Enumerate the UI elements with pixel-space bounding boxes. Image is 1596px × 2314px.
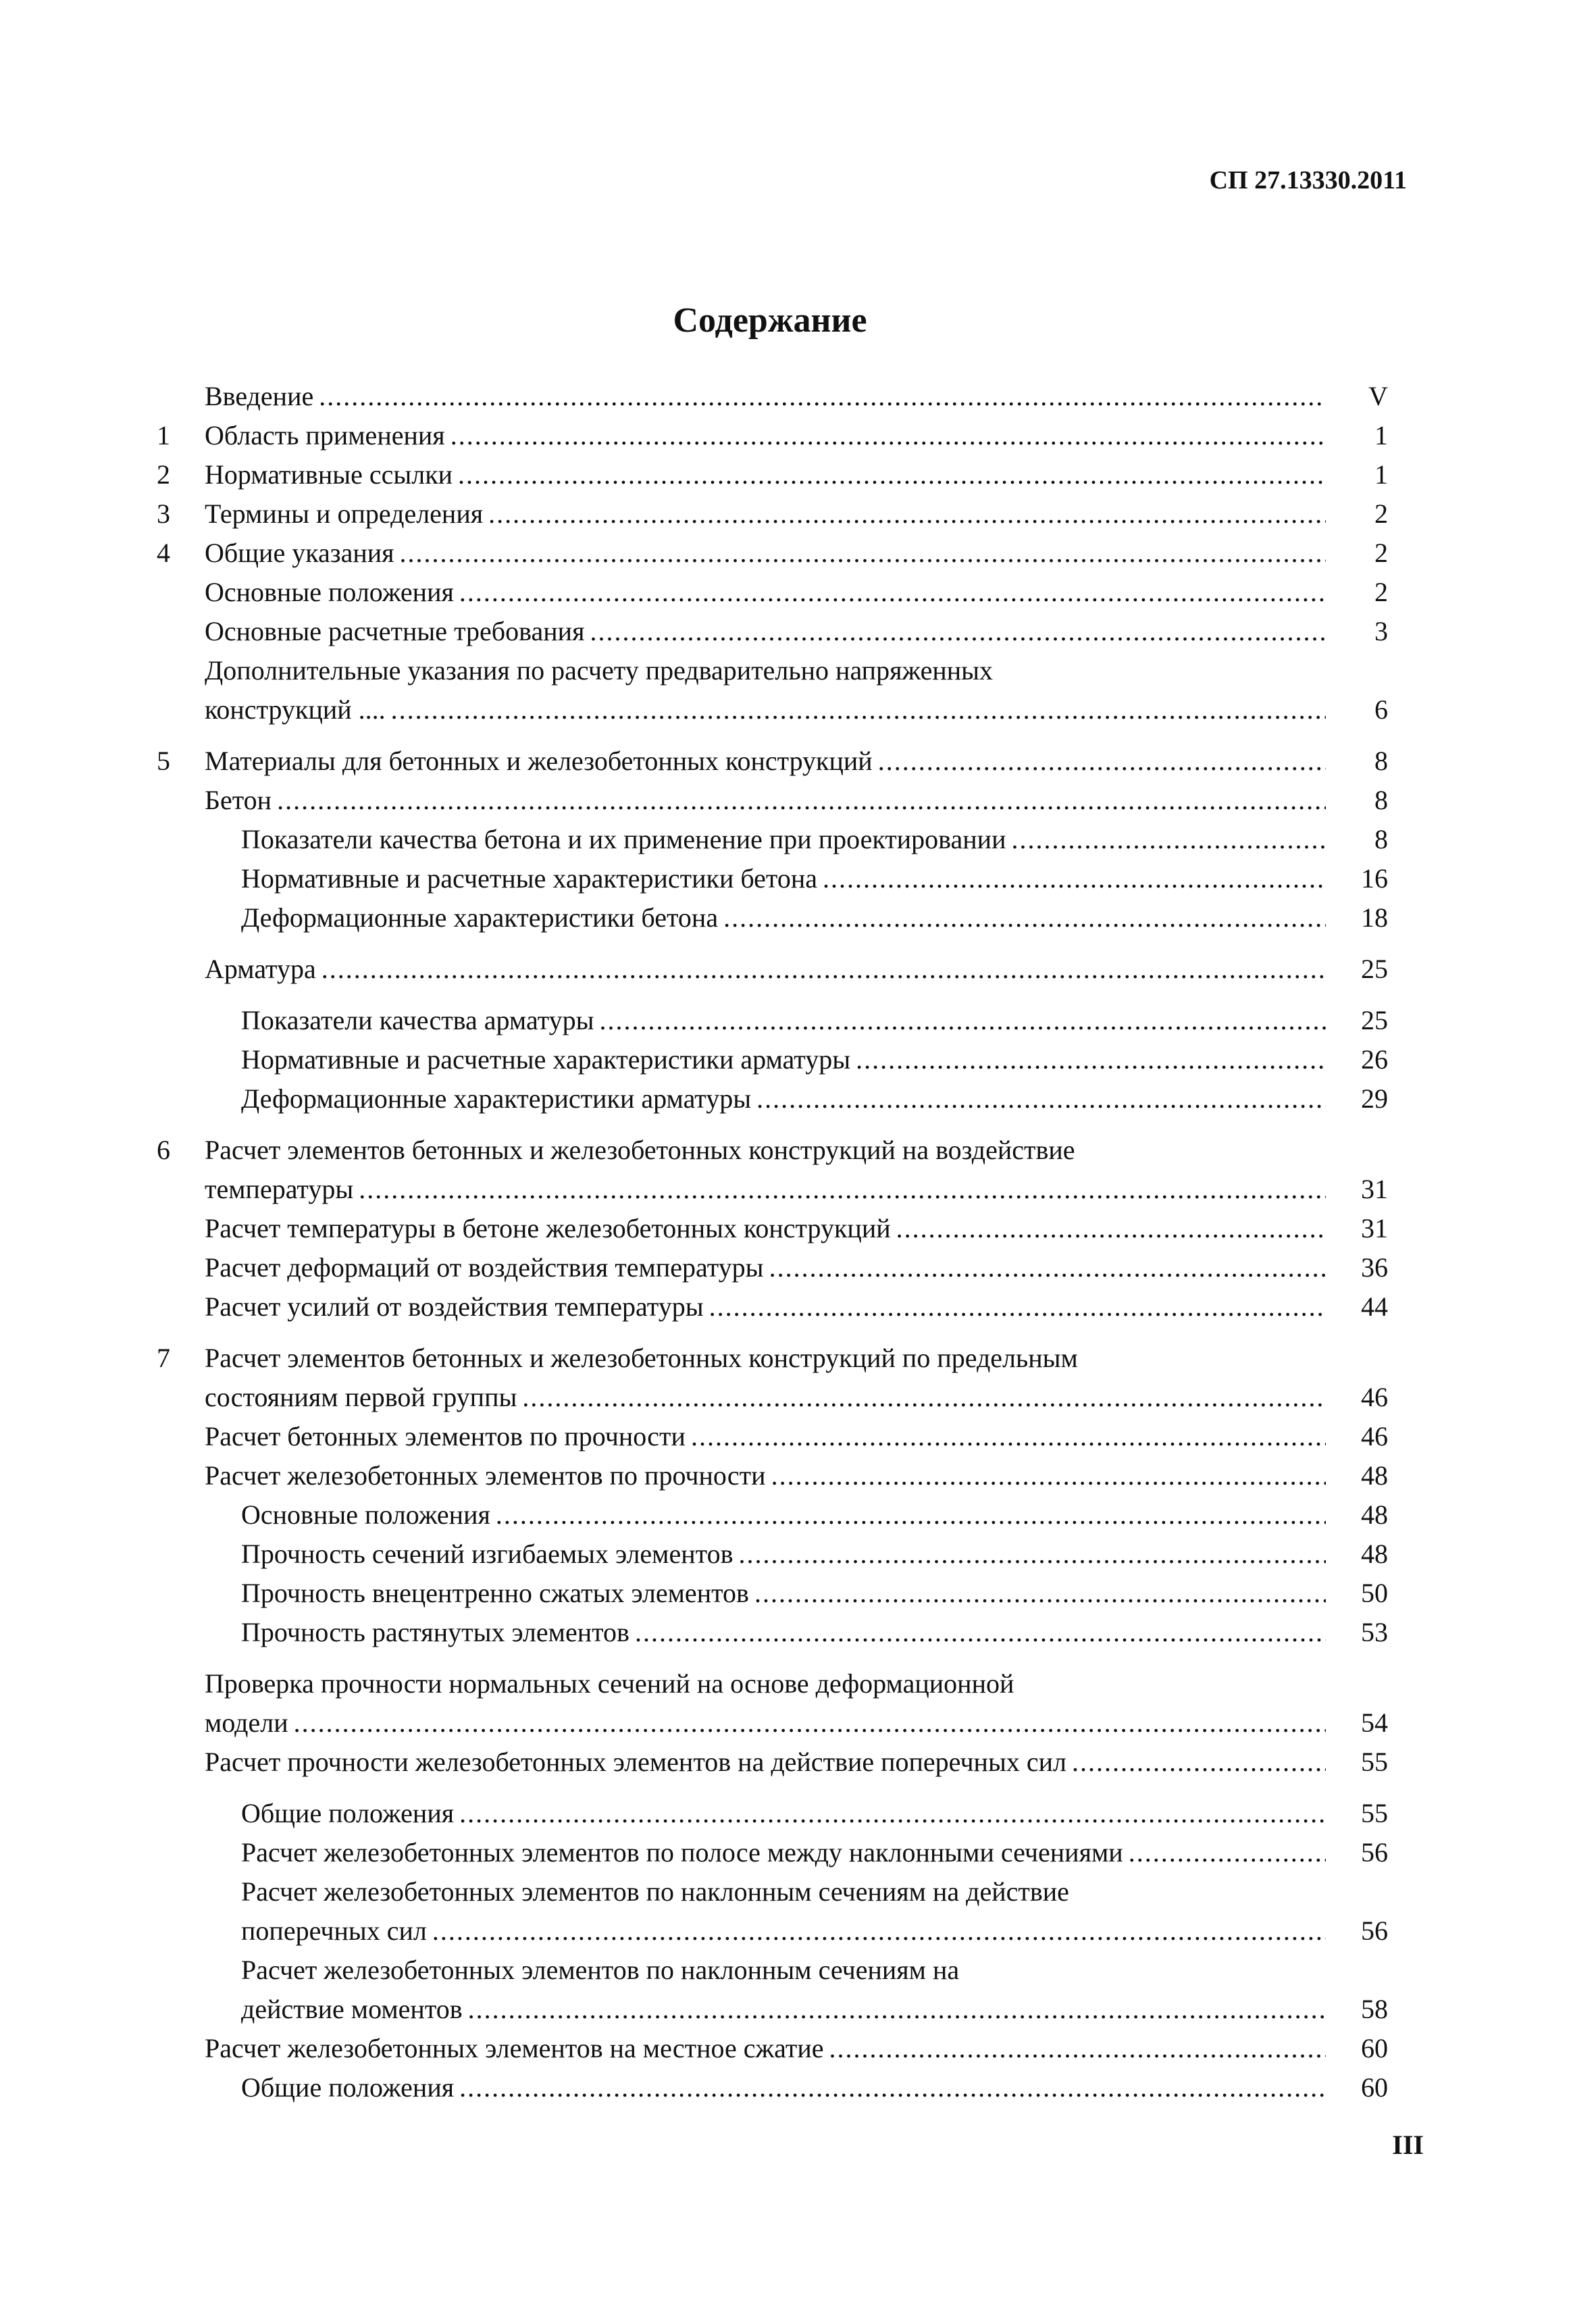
toc-entry-5-concrete-characteristics[interactable] <box>0 859 1596 898</box>
toc-page-number: 48 <box>1361 1539 1388 1569</box>
toc-entry-text: Показатели качества бетона и их применение при проектировании <box>241 824 1006 854</box>
dot-leader <box>756 1079 1326 1119</box>
toc-entry-text: Прочность внецентренно сжатых элементов <box>241 1578 749 1608</box>
toc-entry-6-deformation-calc[interactable] <box>0 1248 1596 1287</box>
toc-entry-text: Введение <box>205 381 314 411</box>
toc-entry-section-6-line2[interactable] <box>0 1170 1596 1209</box>
toc-entry-5-reinforcement-quality[interactable] <box>0 1001 1596 1040</box>
document-code: СП 27.13330.2011 <box>1209 166 1407 195</box>
toc-entry-7-local-general[interactable] <box>0 2068 1596 2107</box>
toc-entry-text: Нормативные и расчетные характеристики бетона <box>241 863 818 894</box>
toc-entry-text: Расчет усилий от воздействия температуры <box>205 1291 704 1322</box>
toc-entry-section-7-line2[interactable] <box>0 1378 1596 1417</box>
toc-entry-7-inclined-shear-line2[interactable] <box>0 1911 1596 1951</box>
toc-entry-section-5[interactable] <box>0 742 1596 781</box>
toc-page-number: 46 <box>1361 1382 1388 1412</box>
toc-page-number: 31 <box>1361 1174 1388 1204</box>
toc-page-number: 18 <box>1361 902 1388 933</box>
toc-entry-text: Проверка прочности нормальных сечений на основе деформационной <box>205 1668 1014 1699</box>
toc-entry-text: Общие положения <box>241 2072 455 2103</box>
toc-entry-text: Нормативные ссылки <box>205 459 453 490</box>
toc-page-number: 48 <box>1361 1499 1388 1530</box>
toc-entry-7-deformation-model-line2[interactable] <box>0 1703 1596 1743</box>
dot-leader <box>459 1794 1326 1833</box>
toc-page-number: 54 <box>1361 1707 1388 1738</box>
page-number: III <box>1392 2130 1424 2160</box>
toc-entry-4-calc-requirements[interactable] <box>0 612 1596 651</box>
section-number: 5 <box>157 746 170 776</box>
section-number: 3 <box>157 498 170 529</box>
toc-entry-7-deformation-model-line1[interactable] <box>0 1664 1596 1703</box>
toc-entry-section-6-line1[interactable] <box>0 1131 1596 1170</box>
toc-page-number: 1 <box>1374 459 1388 490</box>
toc-page-number: 55 <box>1361 1747 1388 1777</box>
dot-leader <box>754 1574 1326 1613</box>
toc-entry-text: Деформационные характеристики арматуры <box>241 1083 752 1114</box>
toc-entry-text: Область применения <box>205 420 445 451</box>
toc-entry-4-main-provisions[interactable] <box>0 573 1596 612</box>
dot-leader <box>896 1209 1326 1248</box>
dot-leader <box>391 690 1326 729</box>
toc-entry-text: состояниям первой группы <box>205 1382 517 1412</box>
dot-leader <box>459 2068 1326 2107</box>
toc-page-number: 2 <box>1374 577 1388 607</box>
dot-leader <box>856 1040 1326 1079</box>
dot-leader <box>400 534 1326 573</box>
dot-leader <box>709 1287 1326 1327</box>
toc-entry-text: Расчет железобетонных элементов на местное сжатие <box>205 2033 824 2063</box>
toc-page-number: 56 <box>1361 1837 1388 1868</box>
toc-page-number: 48 <box>1361 1460 1388 1491</box>
toc-entry-text: Расчет железобетонных элементов по наклонным сечениям на действие <box>241 1876 1069 1907</box>
toc-entry-text: Расчет прочности железобетонных элементов на действие поперечных сил <box>205 1747 1066 1777</box>
toc-entry-text: конструкций .... <box>205 694 386 725</box>
toc-entry-text: Расчет железобетонных элементов по наклонным сечениям на <box>241 1955 960 1985</box>
dot-leader <box>771 1456 1326 1495</box>
toc-entry-7-shear-forces[interactable] <box>0 1743 1596 1782</box>
dot-leader <box>769 1248 1326 1287</box>
toc-entry-text: Прочность сечений изгибаемых элементов <box>241 1539 733 1569</box>
toc-page-number: 26 <box>1361 1044 1388 1075</box>
dot-leader <box>468 1990 1326 2029</box>
toc-entry-intro[interactable] <box>0 377 1596 416</box>
toc-entry-section-7-line1[interactable] <box>0 1339 1596 1378</box>
dot-leader <box>590 612 1326 651</box>
table-of-contents <box>0 377 1596 2107</box>
dot-leader <box>432 1911 1326 1951</box>
toc-entry-7-inclined-moments-line1[interactable] <box>0 1951 1596 1990</box>
toc-entry-text: Арматура <box>205 954 316 984</box>
dot-leader <box>321 950 1326 989</box>
toc-entry-text: модели <box>205 1707 288 1738</box>
toc-page-number: 29 <box>1361 1083 1388 1114</box>
dot-leader <box>488 494 1326 534</box>
toc-entry-text: Основные положения <box>241 1499 490 1530</box>
dot-leader <box>738 1535 1326 1574</box>
toc-page-number: 53 <box>1361 1617 1388 1647</box>
toc-page-number: 36 <box>1361 1252 1388 1283</box>
toc-entry-5-reinforcement-deformation[interactable] <box>0 1079 1596 1119</box>
toc-page-number: 1 <box>1374 420 1388 451</box>
dot-leader <box>319 377 1326 416</box>
toc-entry-7-inclined-moments-line2[interactable] <box>0 1990 1596 2029</box>
toc-entry-section-3[interactable] <box>0 494 1596 534</box>
dot-leader <box>878 742 1326 781</box>
toc-entry-7-concrete-strength[interactable] <box>0 1417 1596 1456</box>
dot-leader <box>723 898 1326 937</box>
toc-entry-text: Расчет температуры в бетоне железобетонных конструкций <box>205 1213 891 1243</box>
toc-page-number: 46 <box>1361 1421 1388 1451</box>
dot-leader <box>635 1613 1326 1652</box>
dot-leader <box>522 1378 1326 1417</box>
toc-page-number: 44 <box>1361 1291 1388 1322</box>
toc-entry-5-reinforcement[interactable] <box>0 950 1596 989</box>
dot-leader <box>496 1495 1326 1535</box>
toc-page-number: 60 <box>1361 2072 1388 2103</box>
section-number: 6 <box>157 1135 170 1165</box>
toc-entry-text: Прочность растянутых элементов <box>241 1617 629 1647</box>
toc-entry-text: Общие положения <box>241 1798 455 1828</box>
toc-page-number: 25 <box>1361 954 1388 984</box>
toc-entry-4-prestressed-line1[interactable] <box>0 651 1596 690</box>
toc-entry-5-concrete-quality[interactable] <box>0 820 1596 859</box>
toc-entry-text: Расчет железобетонных элементов по прочности <box>205 1460 766 1491</box>
toc-entry-text: действие моментов <box>241 1994 463 2024</box>
toc-page-number: 6 <box>1374 694 1388 725</box>
toc-entry-text: Деформационные характеристики бетона <box>241 902 719 933</box>
dot-leader <box>277 781 1326 820</box>
toc-entry-7-strut[interactable] <box>0 1833 1596 1872</box>
toc-entry-6-temperature-calc[interactable] <box>0 1209 1596 1248</box>
toc-entry-7-inclined-shear-line1[interactable] <box>0 1872 1596 1911</box>
toc-entry-text: температуры <box>205 1174 354 1204</box>
dot-leader <box>600 1001 1326 1040</box>
toc-entry-text: Дополнительные указания по расчету предварительно напряженных <box>205 655 994 686</box>
toc-entry-text: Материалы для бетонных и железобетонных конструкций <box>205 746 873 776</box>
toc-entry-7-bending-strength[interactable] <box>0 1535 1596 1574</box>
section-number: 4 <box>157 538 170 568</box>
dot-leader <box>1072 1743 1326 1782</box>
toc-entry-text: Расчет элементов бетонных и железобетонных конструкций по предельным <box>205 1343 1078 1373</box>
toc-entry-7-tension-strength[interactable] <box>0 1613 1596 1652</box>
toc-page-number: 2 <box>1374 538 1388 568</box>
dot-leader <box>459 573 1326 612</box>
toc-page-number: 25 <box>1361 1005 1388 1035</box>
toc-entry-text: Расчет бетонных элементов по прочности <box>205 1421 686 1451</box>
toc-page-number: 55 <box>1361 1798 1388 1828</box>
dot-leader <box>458 455 1326 494</box>
section-number: 1 <box>157 420 170 451</box>
dot-leader <box>451 416 1326 455</box>
toc-entry-text: Общие указания <box>205 538 394 568</box>
toc-page-number: 58 <box>1361 1994 1388 2024</box>
toc-entry-6-forces-calc[interactable] <box>0 1287 1596 1327</box>
toc-entry-section-4[interactable] <box>0 534 1596 573</box>
toc-page-number: 8 <box>1374 785 1388 815</box>
toc-entry-text: Бетон <box>205 785 272 815</box>
dot-leader <box>1011 820 1326 859</box>
toc-entry-7-compression-strength[interactable] <box>0 1574 1596 1613</box>
toc-page-number: 50 <box>1361 1578 1388 1608</box>
toc-entry-text: Основные расчетные требования <box>205 616 585 646</box>
section-number: 7 <box>157 1343 170 1373</box>
toc-page-number: 8 <box>1374 746 1388 776</box>
section-number: 2 <box>157 459 170 490</box>
toc-entry-text: Нормативные и расчетные характеристики арматуры <box>241 1044 851 1075</box>
toc-entry-5-concrete[interactable] <box>0 781 1596 820</box>
toc-entry-7-shear-general[interactable] <box>0 1794 1596 1833</box>
dot-leader <box>691 1417 1326 1456</box>
toc-entry-7-rc-strength[interactable] <box>0 1456 1596 1495</box>
toc-page-number: 2 <box>1374 498 1388 529</box>
toc-page-number: 60 <box>1361 2033 1388 2063</box>
toc-page-number: 31 <box>1361 1213 1388 1243</box>
toc-entry-7-local-compression[interactable] <box>0 2029 1596 2068</box>
toc-entry-text: Показатели качества арматуры <box>241 1005 594 1035</box>
dot-leader <box>359 1170 1326 1209</box>
toc-page-number: 3 <box>1374 616 1388 646</box>
toc-entry-text: Основные положения <box>205 577 454 607</box>
toc-entry-4-prestressed-line2[interactable] <box>0 690 1596 729</box>
toc-entry-text: поперечных сил <box>241 1916 427 1946</box>
dot-leader <box>1129 1833 1326 1872</box>
toc-entry-section-2[interactable] <box>0 455 1596 494</box>
toc-entry-5-concrete-deformation[interactable] <box>0 898 1596 937</box>
dot-leader <box>294 1703 1326 1743</box>
toc-page-number: 56 <box>1361 1916 1388 1946</box>
toc-page-number: V <box>1368 381 1388 411</box>
toc-entry-text: Расчет железобетонных элементов по полосе между наклонными сечениями <box>241 1837 1123 1868</box>
toc-page-number: 8 <box>1374 824 1388 854</box>
toc-page-number: 16 <box>1361 863 1388 894</box>
dot-leader <box>829 2029 1326 2068</box>
toc-entry-text: Расчет элементов бетонных и железобетонных конструкций на воздействие <box>205 1135 1075 1165</box>
dot-leader <box>823 859 1326 898</box>
toc-entry-5-reinforcement-characteristics[interactable] <box>0 1040 1596 1079</box>
page-title: Содержание <box>673 301 867 340</box>
toc-entry-text: Расчет деформаций от воздействия температуры <box>205 1252 764 1283</box>
toc-entry-7-main-provisions[interactable] <box>0 1495 1596 1535</box>
toc-entry-section-1[interactable] <box>0 416 1596 455</box>
toc-entry-text: Термины и определения <box>205 498 484 529</box>
